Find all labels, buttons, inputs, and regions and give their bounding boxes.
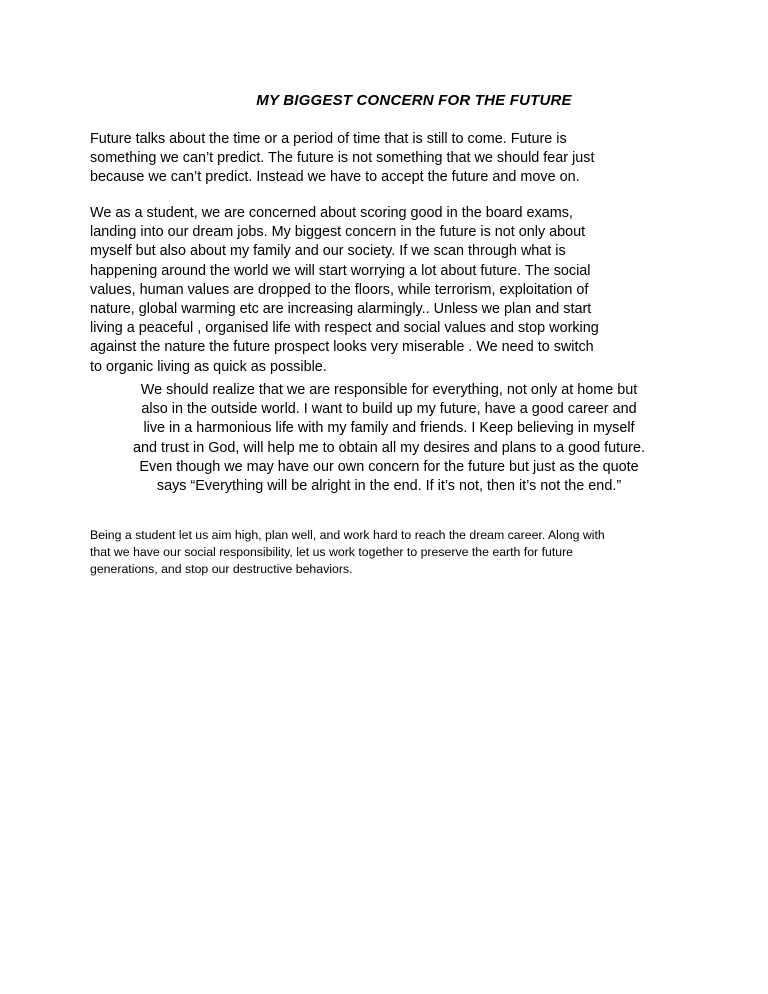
paragraph-line: says “Everything will be alright in the end. If it’s not, then it’s not the end.”	[156, 478, 622, 495]
paragraph-4-closing	[90, 527, 690, 578]
paragraph-line: living a peaceful , organised life with respect and social values and stop working	[90, 320, 599, 337]
paragraph-3-centered	[96, 381, 682, 496]
paragraph-line: also in the outside world. I want to build up my future, have a good career and	[141, 401, 637, 418]
paragraph-line: because we can’t predict. Instead we have to accept the future and move on.	[90, 169, 580, 186]
paragraph-line: Being a student let us aim high, plan well, and work hard to reach the dream career. Along with	[90, 528, 605, 542]
paragraph-line: generations, and stop our destructive behaviors.	[90, 562, 353, 576]
paragraph-line: live in a harmonious life with my family and friends. I Keep believing in myself	[143, 420, 635, 437]
paragraph-2	[90, 204, 680, 377]
paragraph-1	[90, 130, 680, 188]
paragraph-line: to organic living as quick as possible.	[90, 358, 327, 375]
paragraph-line: myself but also about my family and our society. If we scan through what is	[90, 243, 566, 260]
paragraph-line: against the nature the future prospect looks very miserable . We need to switch	[90, 339, 594, 356]
paragraph-line: Future talks about the time or a period of time that is still to come. Future is	[90, 131, 567, 147]
paragraph-line: Even though we may have our own concern for the future but just as the quote	[139, 458, 639, 475]
document-title: MY BIGGEST CONCERN FOR THE FUTURE	[256, 92, 572, 109]
paragraph-line: and trust in God, will help me to obtain all my desires and plans to a good future.	[133, 439, 645, 456]
paragraph-line: that we have our social responsibility, let us work together to preserve the earth for future	[90, 545, 574, 559]
paragraph-line: something we can’t predict. The future is not something that we should fear just	[90, 150, 595, 167]
paragraph-line: happening around the world we will start worrying a lot about future. The social	[90, 262, 591, 279]
paragraph-line: values, human values are dropped to the floors, while terrorism, exploitation of	[90, 281, 589, 298]
paragraph-line: nature, global warming etc are increasing alarmingly.. Unless we plan and start	[90, 301, 592, 318]
paragraph-line: landing into our dream jobs. My biggest concern in the future is not only about	[90, 224, 586, 241]
paragraph-line: We as a student, we are concerned about scoring good in the board exams,	[90, 205, 573, 221]
paragraph-line: We should realize that we are responsible for everything, not only at home but	[140, 382, 638, 398]
